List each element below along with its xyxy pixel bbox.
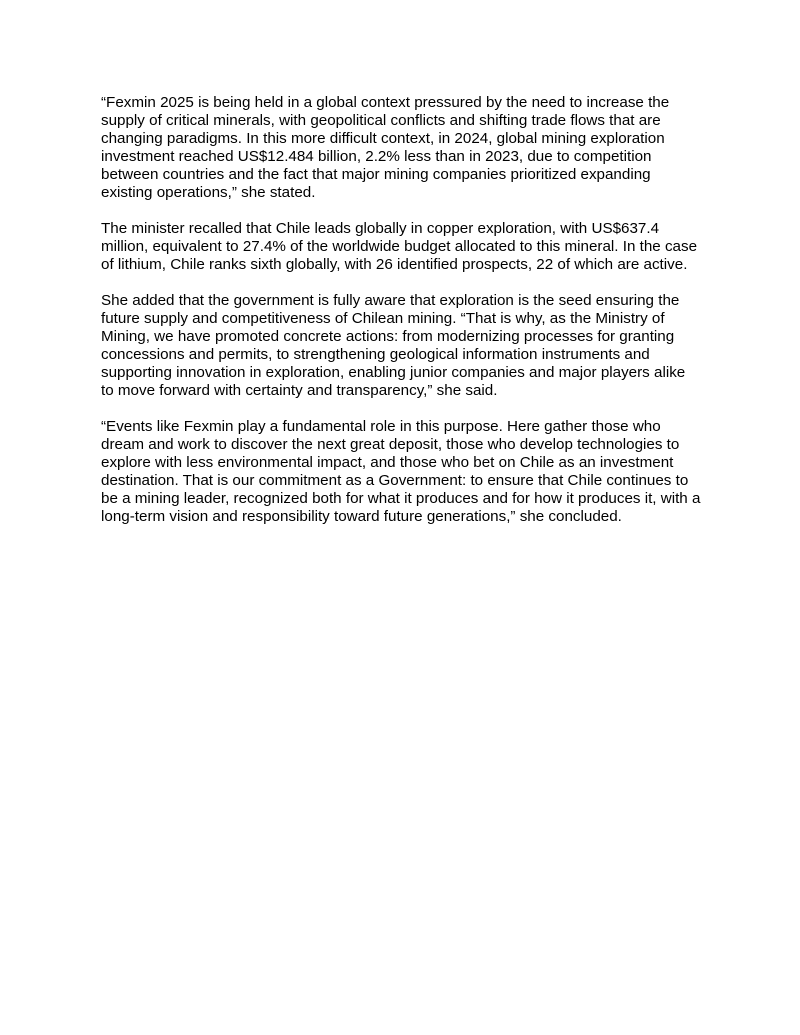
- paragraph-copper-lithium: The minister recalled that Chile leads globally in copper exploration, with US$637.4 million, equivalent to 27.4% of the worldwide budget allocated to this mineral. In the case of lithium, Chile ranks sixth globally, with 26 identified prospects, 22 of which are active.: [101, 220, 698, 273]
- document-body: [101, 94, 701, 544]
- paragraph-conclusion: “Events like Fexmin play a fundamental role in this purpose. Here gather those who dream and work to discover the next great deposit, those who develop technologies to explore with less environmental impact, and those who bet on Chile as an investment destination. That is our commitment as a Government: to ensure that Chile continues to be a mining leader, recognized both for what it produces and for how it produces it, with a long-term vision and responsibility toward future generations,” she concluded.: [101, 418, 701, 525]
- paragraph-government-actions: She added that the government is fully aware that exploration is the seed ensuring the future supply and competitiveness of Chilean mining. “That is why, as the Ministry of Mining, we have promoted concrete actions: from modernizing processes for granting concessions and permits, to strengthening geological information instruments and supporting innovation in exploration, enabling junior companies and major players alike to move forward with certainty and transparency,” she said.: [101, 292, 686, 399]
- paragraph-fexmin-context: “Fexmin 2025 is being held in a global context pressured by the need to increase the supply of critical minerals, with geopolitical conflicts and shifting trade flows that are changing paradigms. In this more difficult context, in 2024, global mining exploration investment reached US$12.484 billion, 2.2% less than in 2023, due to competition between countries and the fact that major mining companies prioritized expanding existing operations,” she stated.: [101, 94, 670, 201]
